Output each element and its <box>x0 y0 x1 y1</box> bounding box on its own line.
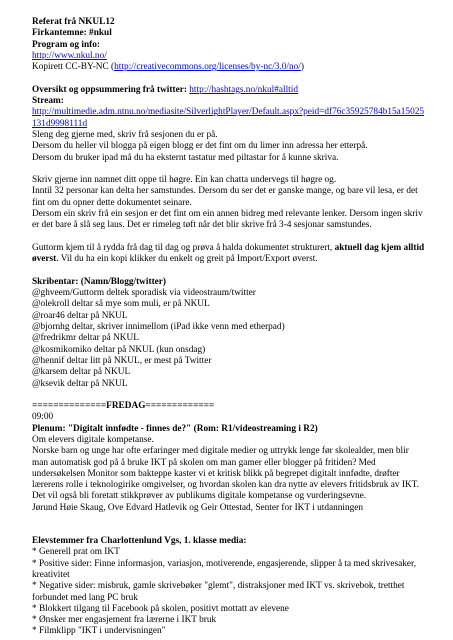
overview-link[interactable]: http://hashtags.no/nkul#alltid <box>189 84 298 95</box>
instruction-line: fint om du opner dette dokumentet seinare. <box>32 197 192 208</box>
program-label: Program og info: <box>32 39 100 50</box>
overview-line <box>32 85 435 96</box>
students-text-line: kreativitet <box>32 569 70 580</box>
students-text-line: * Generell prat om IKT <box>32 547 120 558</box>
plenum-heading: Plenum: "Digitalt innfødte - finnes de?" (Rom: R1/videostreaming i R2) <box>32 423 318 434</box>
structure-note-text: Guttorm kjem til å rydda frå dag til dag og prøva å halda dokumentet strukturert, <box>32 242 335 253</box>
copyright-link[interactable]: http://creativecommons.org/licenses/by-nc/3.0/no/ <box>114 62 301 73</box>
plenum-text-line: Om elevers digitale kompetanse. <box>32 434 154 445</box>
stream-text-line: Sleng deg gjerne med, skriv frå sesjonen du er på. <box>32 129 218 140</box>
plenum-text-line: Det vil også bli foretatt stikkprøver av publikums digitale kompetanse og vurderingsevne. <box>32 491 367 502</box>
writer-item: @fredrikmr deltar på NKUL <box>32 333 139 344</box>
stream-label: Stream: <box>32 96 64 107</box>
plenum-text-line: undersøkelsen Monitor som bakteppe kaster vi et kritisk blikk på begrepet digitalt innfødte, drøfter <box>32 468 400 479</box>
instruction-line: Dersom ein skriv frå ein sesjon er det fint om ein annen bidreg med relevante lenker. Dersom ingen skriv <box>32 209 423 220</box>
plenum-text-line: Jørund Høie Skaug, Ove Edvard Hatlevik og Geir Ottestad, Senter for IKT i utdanningen <box>32 502 364 513</box>
copyright-text: Kopirett CC-BY-NC ( <box>32 62 115 73</box>
document-title: Referat frå NKUL12 <box>32 17 115 27</box>
writer-item: @ghveem/Guttorm deltek sporadisk via videostraum/twitter <box>32 288 256 299</box>
copyright-line <box>32 62 435 73</box>
structure-note-text: . Vil du ha ein kopi klikker du enkelt og greit på Import/Export øverst. <box>56 254 318 265</box>
students-text-line: forbundet med lang PC bruk <box>32 592 138 603</box>
structure-note-emphasis: aktuell dag kjem alltid <box>334 242 425 253</box>
tags-line: Firkantemne: #nkul <box>32 28 112 39</box>
plenum-text-line: lærerens rolle i teknologirike omgivelser, og hvordan skolen kan dra nytte av elevers fritidsbruk av IKT. <box>32 480 419 491</box>
program-link[interactable]: http://www.nkul.no/ <box>32 50 107 61</box>
writer-item: @olekroll deltar så mye som muli, er på NKUL <box>32 299 210 310</box>
writer-item: @karsem deltar på NKUL <box>32 367 131 378</box>
students-text-line: * Negative sider: misbruk, gamle skrivebøker "glemt", distraksjoner med IKT vs. skrivebok, tretthet <box>32 581 405 592</box>
structure-note-emphasis: øverst <box>32 254 57 265</box>
writer-item: @bjornhg deltar, skriver innimellom (iPad ikke venn med etherpad) <box>32 322 285 333</box>
writer-item: @roar46 deltar på NKUL <box>32 310 128 321</box>
structure-note-line <box>32 243 435 254</box>
stream-text-line: Dersom du heller vil blogga på eigen blogg er det fint om du limer inn adressa her etterpå. <box>32 141 368 152</box>
students-text-line: * Filmklipp "IKT i undervisningen" <box>32 626 166 637</box>
friday-divider: ==============FREDAG============= <box>32 401 215 412</box>
copyright-close: ) <box>300 62 304 73</box>
students-text-line: * Blokkert tilgang til Facebook på skolen, positivt mottatt av elevene <box>32 603 289 614</box>
students-text-line: * Positive sider: Finne informasjon, variasjon, motiverende, engasjerende, slipper å ta med skrivesaker, <box>32 558 417 569</box>
writers-heading: Skribentar: (Namn/Blogg/twitter) <box>32 276 167 287</box>
stream-link[interactable]: http://multimedie.adm.ntnu.no/mediasite/SilverlightPlayer/Default.aspx?peid=df76c35925784b15a15025 <box>32 107 425 118</box>
instruction-line: er det bare å slå seg laus. Det er rimeleg tøft når det blir skrive frå 3-4 sesjonar samstundes. <box>32 220 372 231</box>
plenum-text-line: Norske barn og unge har ofte erfaringer med digitale medier og uttrykk lenge før skolealder, men blir <box>32 446 409 457</box>
instruction-line: Inntil 32 personar kan delta her samstundes. Dersom du ser det er ganske mange, og bare vil lesa, er det <box>32 186 418 197</box>
overview-label: Oversikt og oppsummering frå twitter: <box>32 84 190 95</box>
writer-item: @hennif deltar litt på NKUL, er mest på Twitter <box>32 355 212 366</box>
instruction-paragraph: Skriv gjerne inn namnet ditt oppe til høgre. Ein kan chatta undervegs til høgre og. <box>32 175 337 186</box>
students-heading: Elevstemmer fra Charlottenlund Vgs, 1. klasse media: <box>32 536 247 547</box>
session-time: 09:00 <box>32 412 54 423</box>
structure-note-line <box>32 254 435 265</box>
writer-item: @ksevik deltar på NKUL <box>32 378 128 389</box>
students-text-line: * Ønsker mer engasjement fra lærerne i IKT bruk <box>32 615 217 626</box>
plenum-text-line: man automatisk god på å bruke IKT på skolen om man gamer eller blogger på fritiden? Med <box>32 457 376 468</box>
writer-item: @kosmikomiko deltar på NKUL (kun onsdag) <box>32 344 206 355</box>
stream-link-continued[interactable]: 131d9998111d <box>32 118 88 129</box>
stream-text-line: Dersom du bruker ipad må du ha eksternt tastatur med piltastar for å kunne skriva. <box>32 152 339 163</box>
